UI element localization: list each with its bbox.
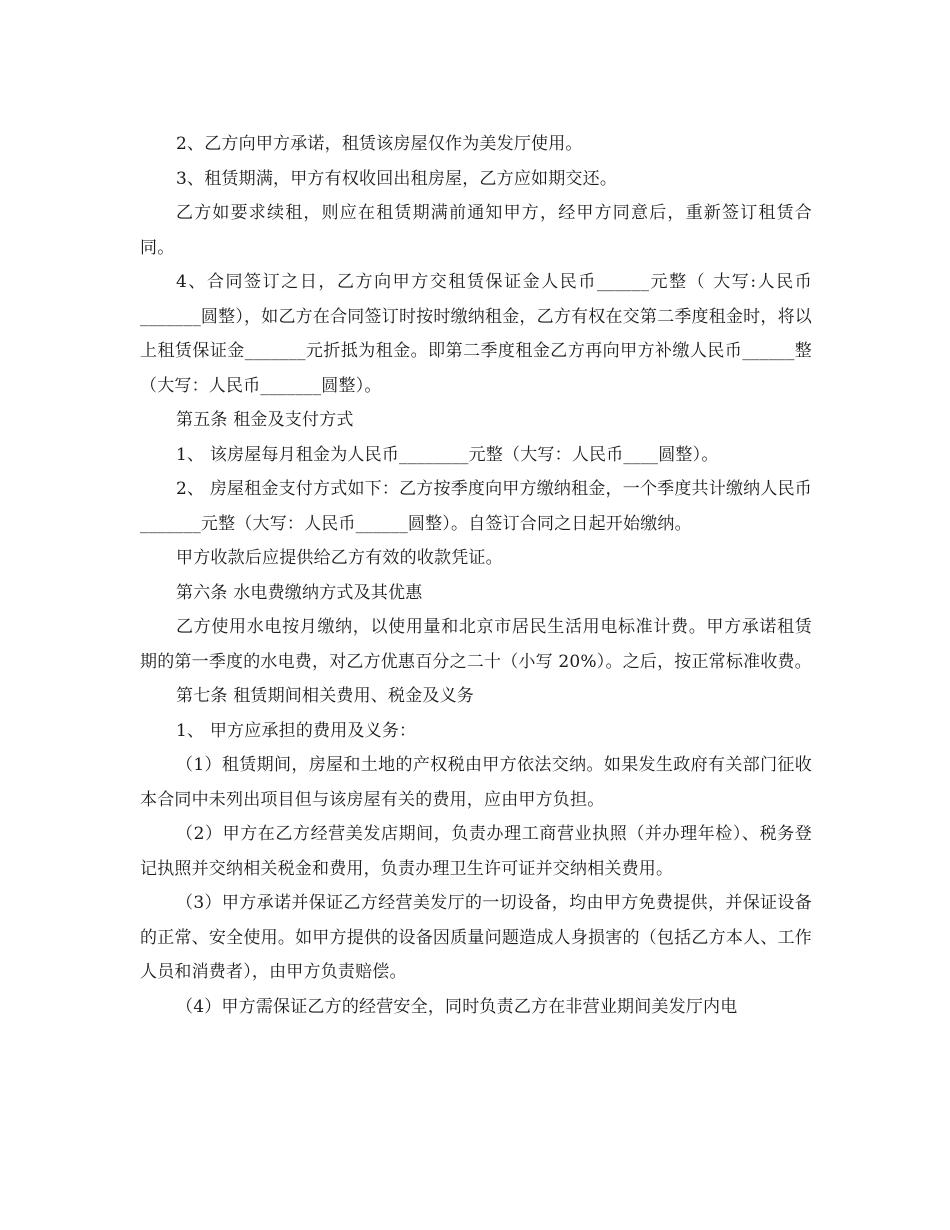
clause-paragraph: 4、合同签订之日，乙方向甲方交租赁保证金人民币______元整（ 大写:人民币_______圆整），如乙方在合同签订时按时缴纳租金，乙方有权在交第二季度租金时，将以上租赁保证金_______元折抵为租金。即第二季度租金乙方再向甲方补缴人民币______整（大写：人民币_______圆整）。 <box>140 272 812 396</box>
clause-paragraph: （3）甲方承诺并保证乙方经营美发厅的一切设备，均由甲方免费提供，并保证设备的正常、安全使用。如甲方提供的设备因质量问题造成人身损害的（包括乙方本人、工作人员和消费者），由甲方负责赔偿。 <box>140 893 812 982</box>
clause-paragraph: 乙方如要求续租，则应在租赁期满前通知甲方，经甲方同意后，重新签订租赁合同。 <box>140 203 812 258</box>
article-heading: 第五条 租金及支付方式 <box>176 410 354 430</box>
article-heading: 第六条 水电费缴纳方式及其优惠 <box>176 582 423 603</box>
clause-paragraph: （1）租赁期间，房屋和土地的产权税由甲方依法交纳。如果发生政府有关部门征收本合同中未列出项目但与该房屋有关的费用，应由甲方负担。 <box>140 755 812 810</box>
clause-paragraph: 1、 该房屋每月租金为人民币________元整（大写：人民币____圆整）。 <box>176 444 719 465</box>
clause-paragraph: 甲方收款后应提供给乙方有效的收款凭证。 <box>176 548 503 568</box>
clause-paragraph: 2、 房屋租金支付方式如下：乙方按季度向甲方缴纳租金，一个季度共计缴纳人民币_______元整（大写：人民币______圆整）。自签订合同之日起开始缴纳。 <box>140 479 812 534</box>
clause-paragraph: 3、租赁期满，甲方有权收回出租房屋，乙方应如期交还。 <box>176 168 618 189</box>
clause-paragraph: （2）甲方在乙方经营美发店期间，负责办理工商营业执照（并办理年检）、税务登记执照并交纳相关税金和费用，负责办理卫生许可证并交纳相关费用。 <box>140 824 812 879</box>
article-heading: 第七条 租赁期间相关费用、税金及义务 <box>176 686 475 706</box>
clause-paragraph: 乙方使用水电按月缴纳，以使用量和北京市居民生活用电标准计费。甲方承诺租赁期的第一季度的水电费，对乙方优惠百分之二十（小写 20%）。之后，按正常标准收费。 <box>140 617 812 672</box>
clause-paragraph: 2、乙方向甲方承诺，租赁该房屋仅作为美发厅使用。 <box>176 134 583 154</box>
clause-paragraph: （4）甲方需保证乙方的经营安全，同时负责乙方在非营业期间美发厅内电 <box>176 996 738 1017</box>
contract-body <box>140 127 812 1024</box>
clause-paragraph: 1、 甲方应承担的费用及义务： <box>176 720 417 741</box>
